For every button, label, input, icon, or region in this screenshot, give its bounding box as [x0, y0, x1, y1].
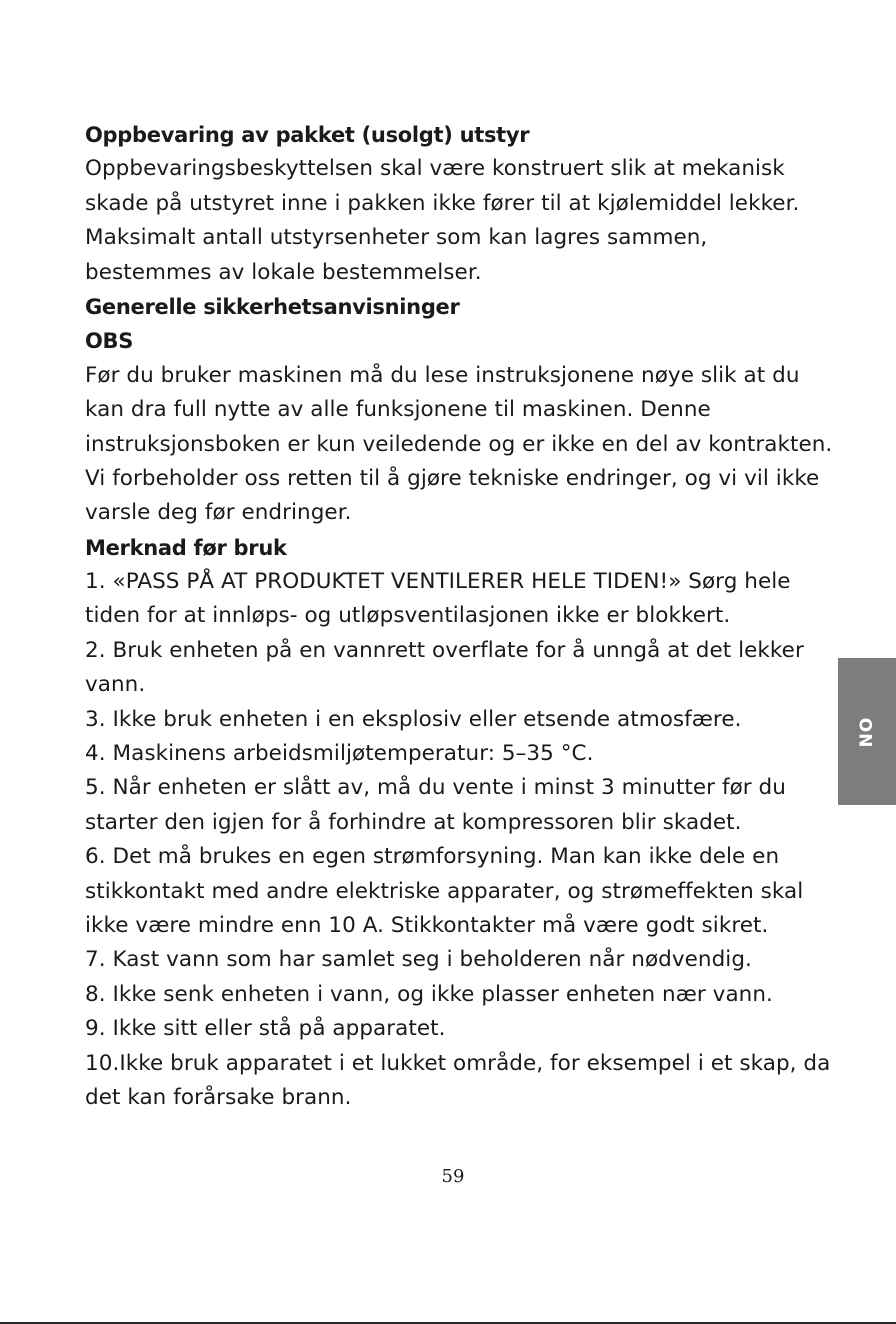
- section-heading-obs: OBS: [85, 329, 134, 354]
- list-item-line: vann.: [85, 672, 146, 698]
- body-line: varsle deg før endringer.: [85, 500, 352, 526]
- body-line: kan dra full nytte av alle funksjonene til maskinen. Denne: [85, 397, 711, 423]
- list-item-line: 7. Kast vann som har samlet seg i beholderen når nødvendig.: [85, 947, 752, 973]
- language-tab-label: NO: [857, 716, 877, 747]
- list-item-line: starter den igjen for å forhindre at kompressoren blir skadet.: [85, 809, 742, 835]
- list-item-line: 2. Bruk enheten på en vannrett overflate for å unngå at det lekker: [85, 637, 804, 663]
- body-line: Oppbevaringsbeskyttelsen skal være konstruert slik at mekanisk: [85, 156, 785, 182]
- section-heading-safety: Generelle sikkerhetsanvisninger: [85, 294, 460, 319]
- list-item-line: 1. «PASS PÅ AT PRODUKTET VENTILERER HELE TIDEN!» Sørg hele: [85, 569, 791, 595]
- list-item-line: 5. Når enheten er slått av, må du vente i minst 3 minutter før du: [85, 775, 786, 801]
- body-line: bestemmes av lokale bestemmelser.: [85, 259, 482, 285]
- list-item-line: 8. Ikke senk enheten i vann, og ikke plasser enheten nær vann.: [85, 981, 773, 1007]
- body-line: Maksimalt antall utstyrsenheter som kan lagres sammen,: [85, 225, 708, 251]
- section-heading-before-use: Merknad før bruk: [85, 535, 287, 560]
- body-line: Før du bruker maskinen må du lese instruksjonene nøye slik at du: [85, 362, 800, 388]
- section-heading-storage: Oppbevaring av pakket (usolgt) utstyr: [85, 123, 530, 147]
- list-item-line: det kan forårsake brann.: [85, 1084, 352, 1110]
- list-item-line: 4. Maskinens arbeidsmiljøtemperatur: 5–35 °C.: [85, 741, 594, 767]
- list-item-line: 10.Ikke bruk apparatet i et lukket område, for eksempel i et skap, da: [85, 1050, 831, 1076]
- document-body: [85, 118, 845, 1115]
- list-item-line: tiden for at innløps- og utløpsventilasjonen ikke er blokkert.: [85, 603, 731, 629]
- list-item-line: 9. Ikke sitt eller stå på apparatet.: [85, 1016, 446, 1042]
- language-tab: [838, 658, 896, 805]
- body-line: skade på utstyret inne i pakken ikke fører til at kjølemiddel lekker.: [85, 190, 800, 216]
- list-item-line: ikke være mindre enn 10 A. Stikkontakter må være godt sikret.: [85, 912, 769, 938]
- page-number: 59: [441, 1166, 465, 1187]
- list-item-line: 3. Ikke bruk enheten i en eksplosiv eller etsende atmosfære.: [85, 706, 742, 732]
- list-item-line: stikkontakt med andre elektriske apparater, og strømeffekten skal: [85, 878, 804, 904]
- body-line: Vi forbeholder oss retten til å gjøre tekniske endringer, og vi vil ikke: [85, 465, 820, 491]
- body-line: instruksjonsboken er kun veiledende og er ikke en del av kontrakten.: [85, 431, 833, 457]
- list-item-line: 6. Det må brukes en egen strømforsyning. Man kan ikke dele en: [85, 844, 780, 870]
